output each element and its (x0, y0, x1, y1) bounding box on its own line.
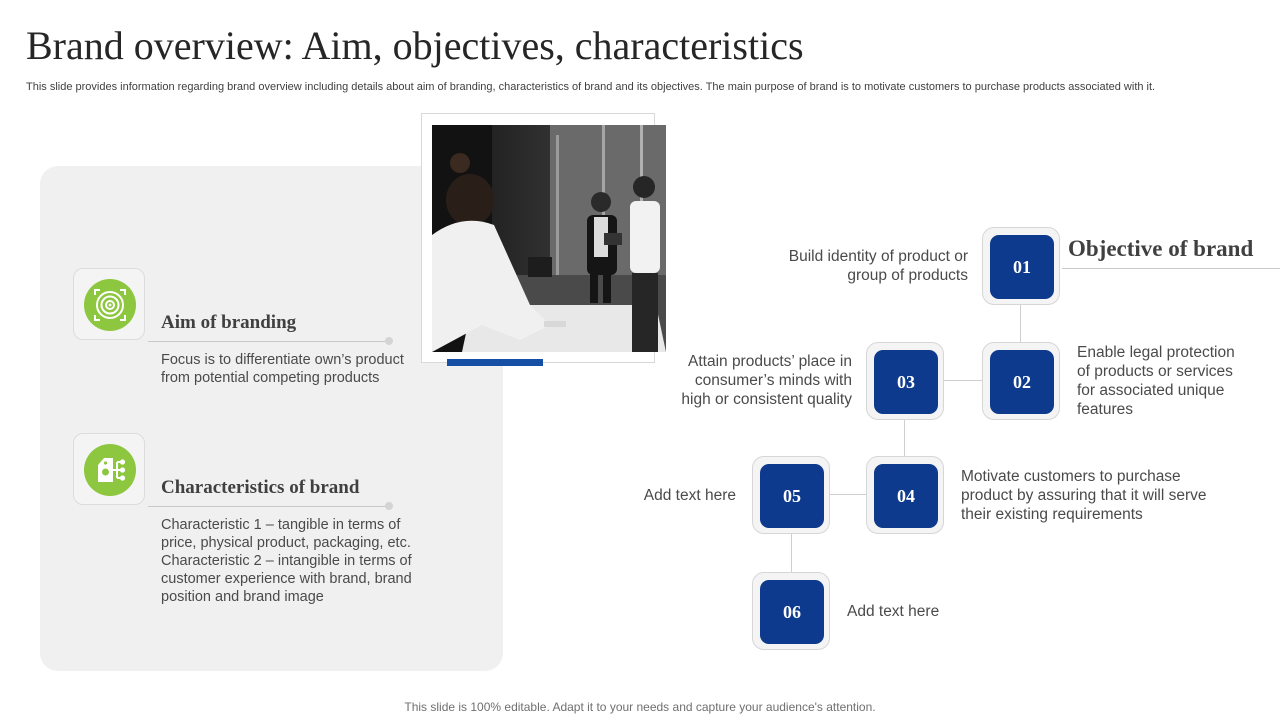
connector-05-04 (830, 494, 866, 495)
objective-text-03: Attain products’ place in consumer’s minds with high or consistent quality (681, 353, 852, 408)
objective-node-03 (866, 342, 944, 420)
aim-icon-box (73, 268, 145, 340)
characteristics-icon-box (73, 433, 145, 505)
objective-number-04: 04 (874, 464, 938, 528)
objective-text-06: Add text here (847, 603, 940, 620)
objective-text-04: Motivate customers to purchase product by assuring that it will serve their existing requirements (961, 468, 1207, 523)
connector-05-06 (791, 534, 792, 572)
objective-node-01 (982, 227, 1060, 305)
footer-note: This slide is 100% editable. Adapt it to your needs and capture your audience's attention. (404, 700, 876, 714)
objective-node-04 (866, 456, 944, 534)
aim-title: Aim of branding (161, 312, 297, 333)
objectives-title: Objective of brand (1068, 236, 1254, 261)
characteristics-divider (148, 506, 388, 507)
photo-accent-bar (447, 359, 543, 366)
objective-node-02 (982, 342, 1060, 420)
tag-network-icon (84, 444, 136, 496)
characteristics-text: Characteristic 1 – tangible in terms of price, physical product, packaging, etc. Characteristic 2 – intangible in terms of customer experience with brand, brand position and brand image (161, 517, 412, 605)
characteristics-divider-dot (385, 502, 393, 510)
aim-text: Focus is to differentiate own’s product from potential competing products (161, 352, 404, 386)
meeting-photo (432, 125, 666, 352)
target-icon (84, 279, 136, 331)
aim-divider-dot (385, 337, 393, 345)
connector-03-04 (904, 419, 905, 456)
characteristics-title: Characteristics of brand (161, 477, 360, 498)
slide-subtitle: This slide provides information regarding brand overview including details about aim of branding, characteristics of brand and its objectives. The main purpose of brand is to motivate customers to purchase products associated with it. (26, 81, 1156, 93)
objective-number-03: 03 (874, 350, 938, 414)
objective-text-02: Enable legal protection of products or services for associated unique features (1077, 344, 1235, 418)
objective-number-02: 02 (990, 350, 1054, 414)
objectives-title-line (1062, 268, 1280, 269)
objective-number-06: 06 (760, 580, 824, 644)
objective-number-01: 01 (990, 235, 1054, 299)
connector-01-02 (1020, 304, 1021, 342)
objective-node-06 (752, 572, 830, 650)
objective-text-05: Add text here (643, 487, 736, 504)
objective-node-05 (752, 456, 830, 534)
connector-03-02 (944, 380, 982, 381)
slide-title: Brand overview: Aim, objectives, characteristics (26, 23, 804, 68)
objective-number-05: 05 (760, 464, 824, 528)
objective-text-01: Build identity of product or group of products (788, 248, 968, 284)
aim-divider (148, 341, 388, 342)
